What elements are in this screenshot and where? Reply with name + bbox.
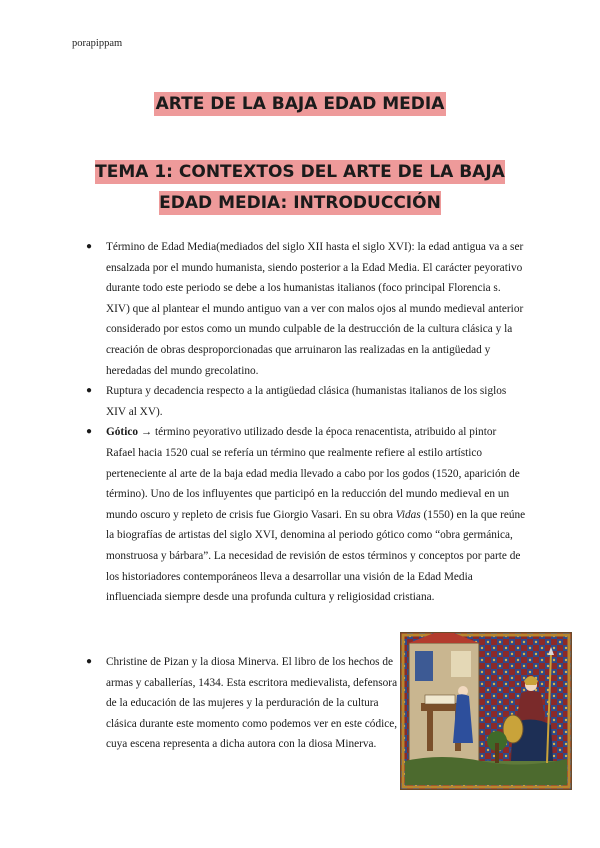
list-item bbox=[86, 422, 526, 607]
bullet-icon: ● bbox=[86, 656, 93, 667]
document-title bbox=[0, 94, 600, 114]
list-item-text: Ruptura y decadencia respecto a la antigüedad clásica (humanistas italianos de los siglos XIV al XV). bbox=[106, 385, 507, 418]
section-heading-text: TEMA 1: CONTEXTOS DEL ARTE DE LA BAJA EDAD MEDIA: INTRODUCCIÓN bbox=[95, 162, 505, 213]
painting-illustration bbox=[401, 633, 571, 789]
bullet-icon: ● bbox=[86, 241, 93, 252]
list-item-text-continued: (1550) en la que reúne la biografías de artistas del siglo XVI, denomina al periodo gótico como “obra germánica, monstruosa y bárbara”. La necesidad de revisión de estos términos y conceptos por parte de los historiadores contemporáneos lleva a desarrollar una visión de la Edad Media influenciada siempre desde una profunda cultura y religiosidad cristiana. bbox=[106, 508, 526, 604]
work-title-vidas: Vidas bbox=[395, 508, 421, 521]
term-gotico: Gótico bbox=[106, 426, 138, 439]
list-item-christine bbox=[86, 652, 406, 755]
list-item bbox=[86, 381, 526, 422]
bullet-list bbox=[86, 237, 526, 608]
bullet-icon: ● bbox=[86, 385, 93, 397]
document-title-text: ARTE DE LA BAJA EDAD MEDIA bbox=[155, 94, 445, 114]
list-item-text: término peyorativo utilizado desde la época renacentista, atribuido al pintor Rafael hacia 1520 cual se refería un término que realmente refiere al estilo artístico perteneciente al arte de la baja edad media llevado a cabo por los godos (1520, aparición de término). Uno de los influyentes que participó en la reducción del mundo medieval en un mundo oscuro y repleto de crisis fue Giorgio Vasari. En su obra bbox=[106, 426, 520, 521]
arrow-icon: → bbox=[138, 426, 155, 439]
list-item bbox=[86, 237, 526, 381]
section-heading bbox=[70, 157, 530, 219]
miniature-painting-image bbox=[400, 632, 572, 790]
list-item-text: Christine de Pizan y la diosa Minerva. El libro de los hechos de armas y caballerías, 1434. Esta escritora medievalista, defensora de la educación de las mujeres y la perduración de la cultura clásica durante este momento como podemos ver en este códice, cuya escena representa a dicha autora con la diosa Minerva. bbox=[106, 656, 398, 751]
author-name: porapippam bbox=[72, 38, 123, 49]
bullet-icon: ● bbox=[86, 426, 93, 438]
list-item-text: Término de Edad Media(mediados del siglo XII hasta el siglo XVI): la edad antigua va a ser ensalzada por el mundo humanista, siendo posterior a la Edad Media. El carácter peyorativo durante todo este periodo se debe a los humanistas italianos (foco principal Florencia s. XIV) que al plantear el mundo antiguo van a ver con malos ojos al mundo medieval anterior considerado por estos como un mundo culpable de la destrucción de la cultura clásica y la creación de obras desproporcionadas que arruinaron las realizadas en la antigüedad y heredadas del mundo grecolatino. bbox=[106, 241, 524, 377]
